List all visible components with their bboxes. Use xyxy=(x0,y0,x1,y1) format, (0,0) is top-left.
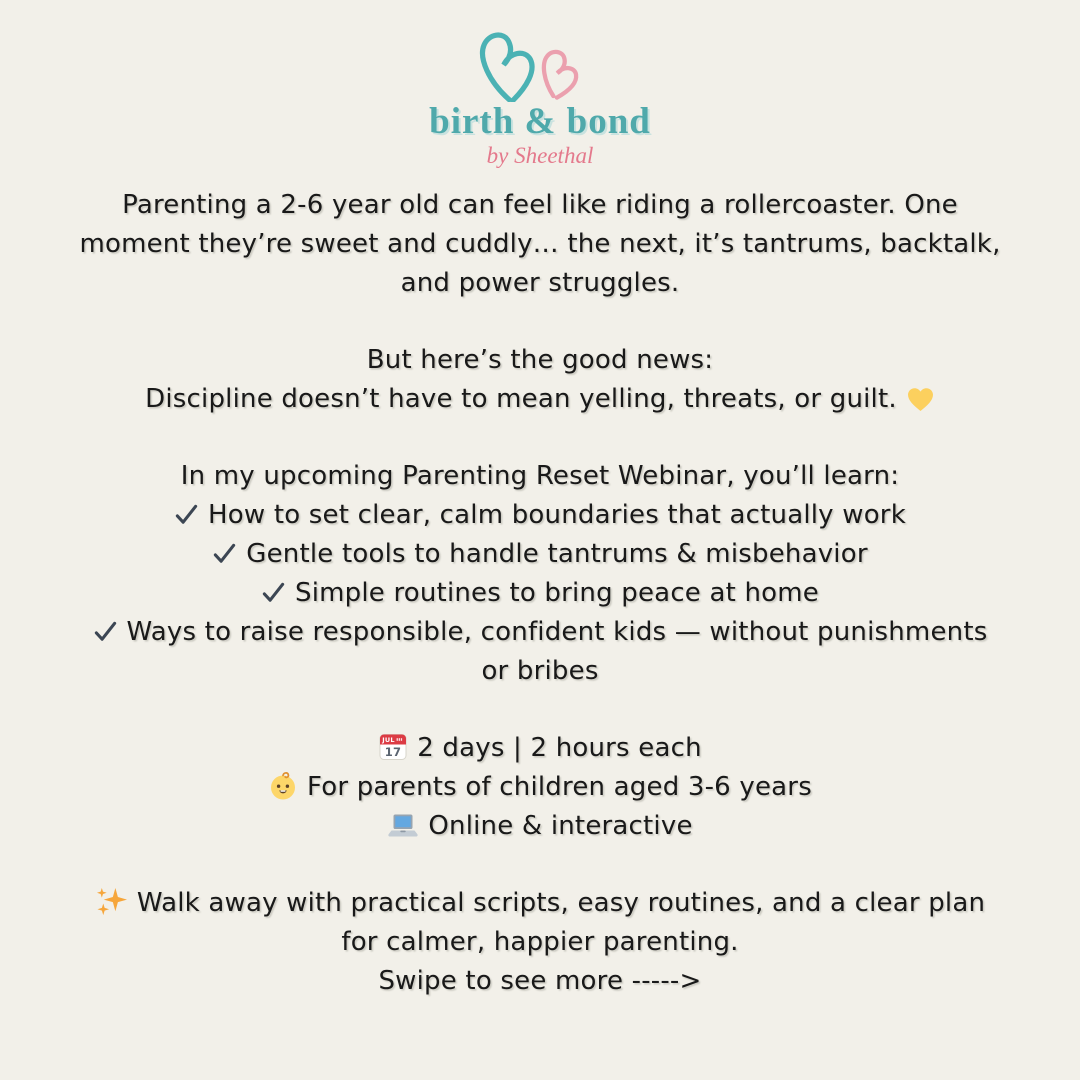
list-item xyxy=(0,574,1080,613)
swipe-cta: Swipe to see more -----> xyxy=(378,966,702,996)
list-item-text: Ways to raise responsible, confident kids — without punishments xyxy=(126,617,988,647)
outro-paragraph xyxy=(0,884,1080,1001)
yellow-heart-icon xyxy=(906,386,935,413)
text-line-text: Discipline doesn’t have to mean yelling, threats, or guilt. xyxy=(145,384,897,414)
text-line xyxy=(0,884,1080,923)
brand-header xyxy=(0,22,1080,169)
detail-row xyxy=(0,768,1080,807)
intro-paragraph xyxy=(0,186,1080,303)
check-icon xyxy=(212,541,237,566)
hearts-logo-icon xyxy=(465,22,615,102)
detail-text: 2 days | 2 hours each xyxy=(417,733,702,763)
text-line: moment they’re sweet and cuddly… the next, it’s tantrums, backtalk, xyxy=(79,229,1001,259)
svg-text:JUL: JUL xyxy=(382,736,395,744)
calendar-icon xyxy=(378,731,408,762)
brand-name: birth & bond xyxy=(429,101,651,142)
webinar-list xyxy=(0,457,1080,691)
text-line-text: Walk away with practical scripts, easy routines, and a clear plan xyxy=(136,888,986,918)
detail-text: Online & interactive xyxy=(428,811,693,841)
text-line: for calmer, happier parenting. xyxy=(341,927,739,957)
detail-row xyxy=(0,807,1080,846)
post-body xyxy=(0,186,1080,1001)
sparkles-icon xyxy=(95,886,128,917)
text-line: Parenting a 2-6 year old can feel like riding a rollercoaster. One xyxy=(122,190,958,220)
check-icon xyxy=(174,502,199,527)
laptop-icon xyxy=(387,812,419,840)
list-item-text: Simple routines to bring peace at home xyxy=(295,578,819,608)
text-line: But here’s the good news: xyxy=(366,345,714,375)
brand-tagline: by Sheethal xyxy=(486,143,594,168)
text-line: and power struggles. xyxy=(400,268,680,298)
svg-text:17: 17 xyxy=(385,745,402,759)
list-item xyxy=(0,535,1080,574)
event-details xyxy=(0,729,1080,846)
list-item-continued: or bribes xyxy=(481,656,599,686)
detail-row xyxy=(0,729,1080,768)
detail-text: For parents of children aged 3-6 years xyxy=(307,772,812,802)
webinar-title: In my upcoming Parenting Reset Webinar, you’ll learn: xyxy=(180,461,900,491)
list-item xyxy=(0,613,1080,652)
check-icon xyxy=(93,619,118,644)
list-item-text: Gentle tools to handle tantrums & misbehavior xyxy=(246,539,868,569)
check-icon xyxy=(261,580,286,605)
baby-icon xyxy=(268,771,298,801)
list-item-text: How to set clear, calm boundaries that actually work xyxy=(208,500,906,530)
text-line xyxy=(0,380,1080,419)
good-news-paragraph xyxy=(0,341,1080,419)
list-item xyxy=(0,496,1080,535)
